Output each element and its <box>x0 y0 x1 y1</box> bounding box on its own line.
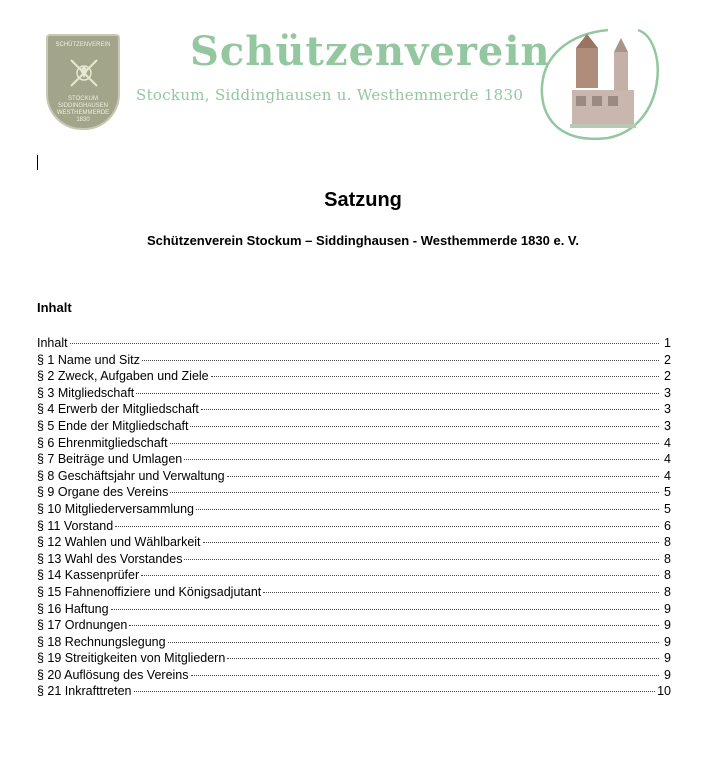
document-title: Satzung <box>324 189 402 211</box>
toc-entry[interactable] <box>37 352 671 369</box>
toc-entry[interactable] <box>37 335 671 352</box>
toc-entry-page: 1 <box>664 336 671 350</box>
toc-entry-label: § 13 Wahl des Vorstandes <box>37 551 183 566</box>
toc-entry-page: 9 <box>664 601 671 616</box>
toc-dot-leader <box>227 658 659 659</box>
toc-dot-leader <box>136 393 659 394</box>
toc-entry-label: § 15 Fahnenoffiziere und Königsadjutant <box>37 584 262 599</box>
toc-dot-leader <box>190 426 659 427</box>
toc-entry-page: 5 <box>664 501 671 516</box>
toc-entry-label: § 6 Ehrenmitgliedschaft <box>37 435 168 450</box>
toc-entry[interactable] <box>37 435 671 452</box>
toc-entry-page: 9 <box>664 651 671 666</box>
toc-entry-label: § 12 Wahlen und Wählbarkeit <box>37 535 201 550</box>
toc-dot-leader <box>115 526 659 527</box>
toc-entry-label: § 10 Mitgliederversammlung <box>37 501 195 516</box>
toc-entry[interactable] <box>37 484 671 501</box>
toc-entry[interactable] <box>37 650 671 667</box>
text-cursor <box>37 155 38 170</box>
document-subtitle: Schützenverein Stockum – Siddinghausen - Westhemmerde 1830 e. V. <box>146 233 580 248</box>
crest-text-bottom: STOCKUM SIDDINGHAUSEN WESTHEMMERDE 1830 <box>56 96 110 123</box>
toc-dot-leader <box>168 642 659 643</box>
toc-dot-leader <box>227 476 659 477</box>
toc-entry-page: 3 <box>664 385 671 400</box>
toc-dot-leader <box>201 409 659 410</box>
toc-dot-leader <box>70 343 659 344</box>
toc-entry-page: 2 <box>664 369 671 384</box>
toc-entry-page: 10 <box>657 684 671 699</box>
toc-dot-leader <box>184 459 659 460</box>
toc-entry[interactable] <box>37 601 671 618</box>
letterhead <box>0 0 726 150</box>
toc-entry-label: § 16 Haftung <box>37 601 109 616</box>
toc-dot-leader <box>111 609 659 610</box>
toc-entry[interactable] <box>37 385 671 402</box>
toc-entry-label: § 14 Kassenprüfer <box>37 568 140 583</box>
club-title: Schützenverein <box>190 28 551 75</box>
toc-entry-label: § 3 Mitgliedschaft <box>37 385 135 400</box>
toc-entry[interactable] <box>37 567 671 584</box>
toc-entry[interactable] <box>37 518 671 535</box>
toc-entry-label: § 2 Zweck, Aufgaben und Ziele <box>37 369 209 384</box>
club-crest-logo <box>46 34 120 130</box>
toc-entry-page: 8 <box>664 584 671 599</box>
toc-entry-page: 8 <box>664 535 671 550</box>
toc-dot-leader <box>142 360 659 361</box>
crossed-rifles-emblem-icon <box>68 56 100 90</box>
toc-dot-leader <box>263 592 659 593</box>
toc-entry-page: 9 <box>664 634 671 649</box>
toc-dot-leader <box>203 542 659 543</box>
toc-entry-page: 3 <box>664 402 671 417</box>
toc-dot-leader <box>170 492 659 493</box>
toc-entry-page: 4 <box>664 468 671 483</box>
table-of-contents <box>37 335 671 700</box>
toc-entry-page: 4 <box>664 435 671 450</box>
toc-entry-label: § 21 Inkrafttreten <box>37 684 132 699</box>
crest-text-top: SCHÜTZENVEREIN <box>55 42 111 48</box>
toc-entry[interactable] <box>37 617 671 634</box>
toc-entry[interactable] <box>37 501 671 518</box>
toc-entry[interactable] <box>37 401 671 418</box>
toc-entry-label: § 11 Vorstand <box>37 518 114 533</box>
toc-entry-label: § 7 Beiträge und Umlagen <box>37 452 183 467</box>
toc-entry[interactable] <box>37 451 671 468</box>
toc-dot-leader <box>211 376 659 377</box>
toc-entry-page: 8 <box>664 551 671 566</box>
toc-entry-label: Inhalt <box>37 336 68 350</box>
toc-entry-label: § 18 Rechnungslegung <box>37 634 166 649</box>
toc-entry[interactable] <box>37 584 671 601</box>
toc-entry-label: § 1 Name und Sitz <box>37 352 140 367</box>
toc-entry-page: 6 <box>664 518 671 533</box>
toc-entry-page: 4 <box>664 452 671 467</box>
toc-dot-leader <box>134 691 656 692</box>
toc-entry-label: § 19 Streitigkeiten von Mitgliedern <box>37 651 226 666</box>
toc-dot-leader <box>191 675 659 676</box>
toc-entry-page: 2 <box>664 352 671 367</box>
toc-entry[interactable] <box>37 551 671 568</box>
toc-entry[interactable] <box>37 468 671 485</box>
toc-entry-label: § 5 Ende der Mitgliedschaft <box>37 418 189 433</box>
toc-dot-leader <box>184 559 659 560</box>
toc-entry[interactable] <box>37 683 671 700</box>
toc-entry-label: § 20 Auflösung des Vereins <box>37 667 189 682</box>
toc-dot-leader <box>196 509 659 510</box>
club-subtitle: Stockum, Siddinghausen u. Westhemmerde 1830 <box>136 86 524 104</box>
toc-heading: Inhalt <box>37 300 72 315</box>
toc-entry-label: § 9 Organe des Vereins <box>37 485 169 500</box>
toc-entry[interactable] <box>37 534 671 551</box>
toc-entry-page: 8 <box>664 568 671 583</box>
toc-entry-page: 9 <box>664 618 671 633</box>
toc-entry-label: § 17 Ordnungen <box>37 618 128 633</box>
toc-entry[interactable] <box>37 667 671 684</box>
toc-entry-page: 5 <box>664 485 671 500</box>
toc-entry-label: § 4 Erwerb der Mitgliedschaft <box>37 402 199 417</box>
toc-dot-leader <box>141 575 659 576</box>
toc-entry-page: 3 <box>664 418 671 433</box>
toc-entry[interactable] <box>37 634 671 651</box>
toc-dot-leader <box>129 625 659 626</box>
church-photo-logo <box>538 26 664 142</box>
toc-dot-leader <box>170 443 659 444</box>
toc-entry[interactable] <box>37 418 671 435</box>
toc-entry-label: § 8 Geschäftsjahr und Verwaltung <box>37 468 225 483</box>
toc-entry-page: 9 <box>664 667 671 682</box>
toc-entry[interactable] <box>37 368 671 385</box>
